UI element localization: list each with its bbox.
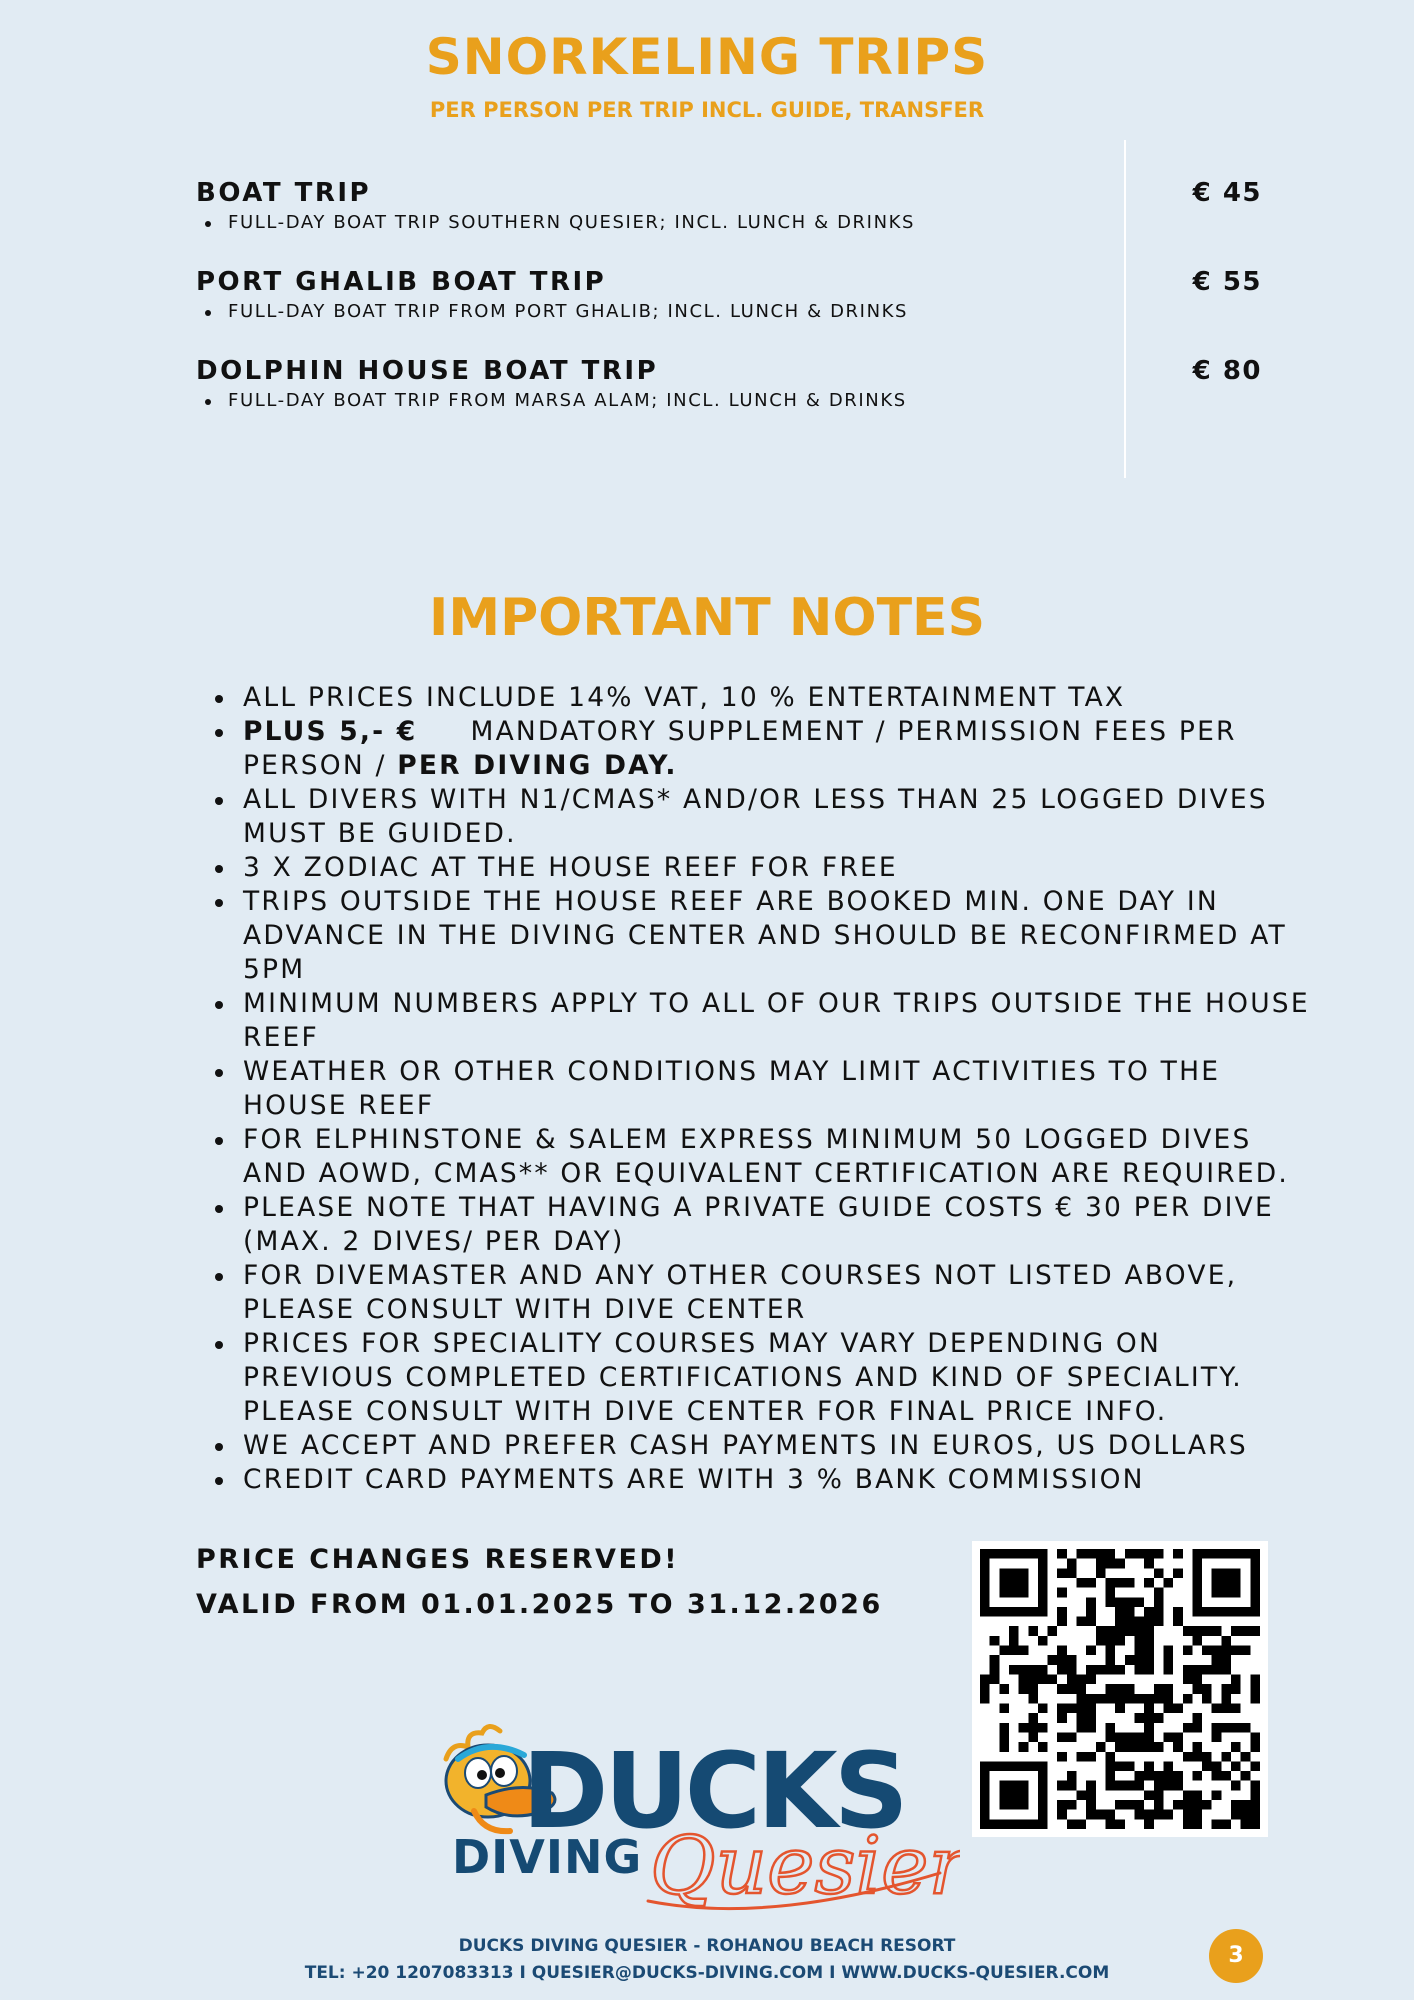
validity-period: VALID FROM 01.01.2025 TO 31.12.2026 [196, 1589, 883, 1620]
trip-description: FULL-DAY BOAT TRIP FROM PORT GHALIB; INCL. LUNCH & DRINKS [196, 301, 1262, 322]
price-changes-notice: PRICE CHANGES RESERVED! [196, 1544, 680, 1575]
note-item: TRIPS OUTSIDE THE HOUSE REEF ARE BOOKED MIN. ONE DAY IN ADVANCE IN THE DIVING CENTER AND SHOULD BE RECONFIRMED AT 5PM [210, 885, 1310, 987]
trip-description: FULL-DAY BOAT TRIP SOUTHERN QUESIER; INCL. LUNCH & DRINKS [196, 212, 1262, 233]
logo-ducks-text: DUCKS [522, 1730, 905, 1852]
footer-contact: TEL: +20 1207083313 I QUESIER@DUCKS-DIVING.COM I WWW.DUCKS-QUESIER.COM [304, 1963, 1110, 1983]
note-item: FOR ELPHINSTONE & SALEM EXPRESS MINIMUM 50 LOGGED DIVES AND AOWD, CMAS** OR EQUIVALENT CERTIFICATION ARE REQUIRED. [210, 1123, 1310, 1191]
qr-code[interactable] [972, 1541, 1268, 1837]
note-item: ALL PRICES INCLUDE 14% VAT, 10 % ENTERTAINMENT TAX [210, 681, 1310, 715]
note-item: WEATHER OR OTHER CONDITIONS MAY LIMIT ACTIVITIES TO THE HOUSE REEF [210, 1055, 1310, 1123]
duck-mascot-icon [430, 1715, 960, 1925]
note-item: PLEASE NOTE THAT HAVING A PRIVATE GUIDE COSTS € 30 PER DIVE (MAX. 2 DIVES/ PER DAY) [210, 1191, 1310, 1259]
note-item: ALL DIVERS WITH N1/CMAS* AND/OR LESS THAN 25 LOGGED DIVES MUST BE GUIDED. [210, 783, 1310, 851]
note-bold: PLUS 5,- € [243, 716, 418, 747]
notes-title: IMPORTANT NOTES [428, 588, 986, 648]
trip-item [196, 178, 1262, 233]
notes-list [210, 681, 1310, 1497]
note-item: PRICES FOR SPECIALITY COURSES MAY VARY DEPENDING ON PREVIOUS COMPLETED CERTIFICATIONS AND KIND OF SPECIALITY. PLEASE CONSULT WITH DIVE CENTER FOR FINAL PRICE INFO. [210, 1327, 1310, 1429]
trip-item [196, 267, 1262, 322]
ducks-diving-logo [430, 1715, 960, 1925]
note-item: MINIMUM NUMBERS APPLY TO ALL OF OUR TRIPS OUTSIDE THE HOUSE REEF [210, 987, 1310, 1055]
note-item: 3 X ZODIAC AT THE HOUSE REEF FOR FREE [210, 851, 1310, 885]
logo-diving-text: DIVING [452, 1830, 643, 1884]
note-text: MANDATORY SUPPLEMENT / PERMISSION FEES PER PERSON / [243, 716, 1237, 781]
trip-price: € 80 [1192, 356, 1262, 386]
note-item: CREDIT CARD PAYMENTS ARE WITH 3 % BANK COMMISSION [210, 1463, 1310, 1497]
trip-price: € 55 [1192, 267, 1262, 297]
logo-quesier-text: Quesier [650, 1819, 960, 1912]
trip-item [196, 356, 1262, 411]
trip-description: FULL-DAY BOAT TRIP FROM MARSA ALAM; INCL. LUNCH & DRINKS [196, 390, 1262, 411]
trip-name: DOLPHIN HOUSE BOAT TRIP [196, 356, 659, 386]
page-title: SNORKELING TRIPS [425, 28, 989, 86]
note-item: WE ACCEPT AND PREFER CASH PAYMENTS IN EUROS, US DOLLARS [210, 1429, 1310, 1463]
page-number-badge: 3 [1209, 1929, 1263, 1983]
trip-name: PORT GHALIB BOAT TRIP [196, 267, 607, 297]
trip-name: BOAT TRIP [196, 178, 372, 208]
note-item: FOR DIVEMASTER AND ANY OTHER COURSES NOT LISTED ABOVE, PLEASE CONSULT WITH DIVE CENTER [210, 1259, 1310, 1327]
page-subtitle: PER PERSON PER TRIP INCL. GUIDE, TRANSFER [429, 98, 985, 122]
note-bold: PER DIVING DAY. [397, 750, 678, 781]
footer-address: DUCKS DIVING QUESIER - ROHANOU BEACH RESORT [458, 1936, 956, 1956]
trip-price: € 45 [1192, 178, 1262, 208]
note-item [210, 715, 1310, 783]
qr-code-icon [980, 1549, 1260, 1829]
